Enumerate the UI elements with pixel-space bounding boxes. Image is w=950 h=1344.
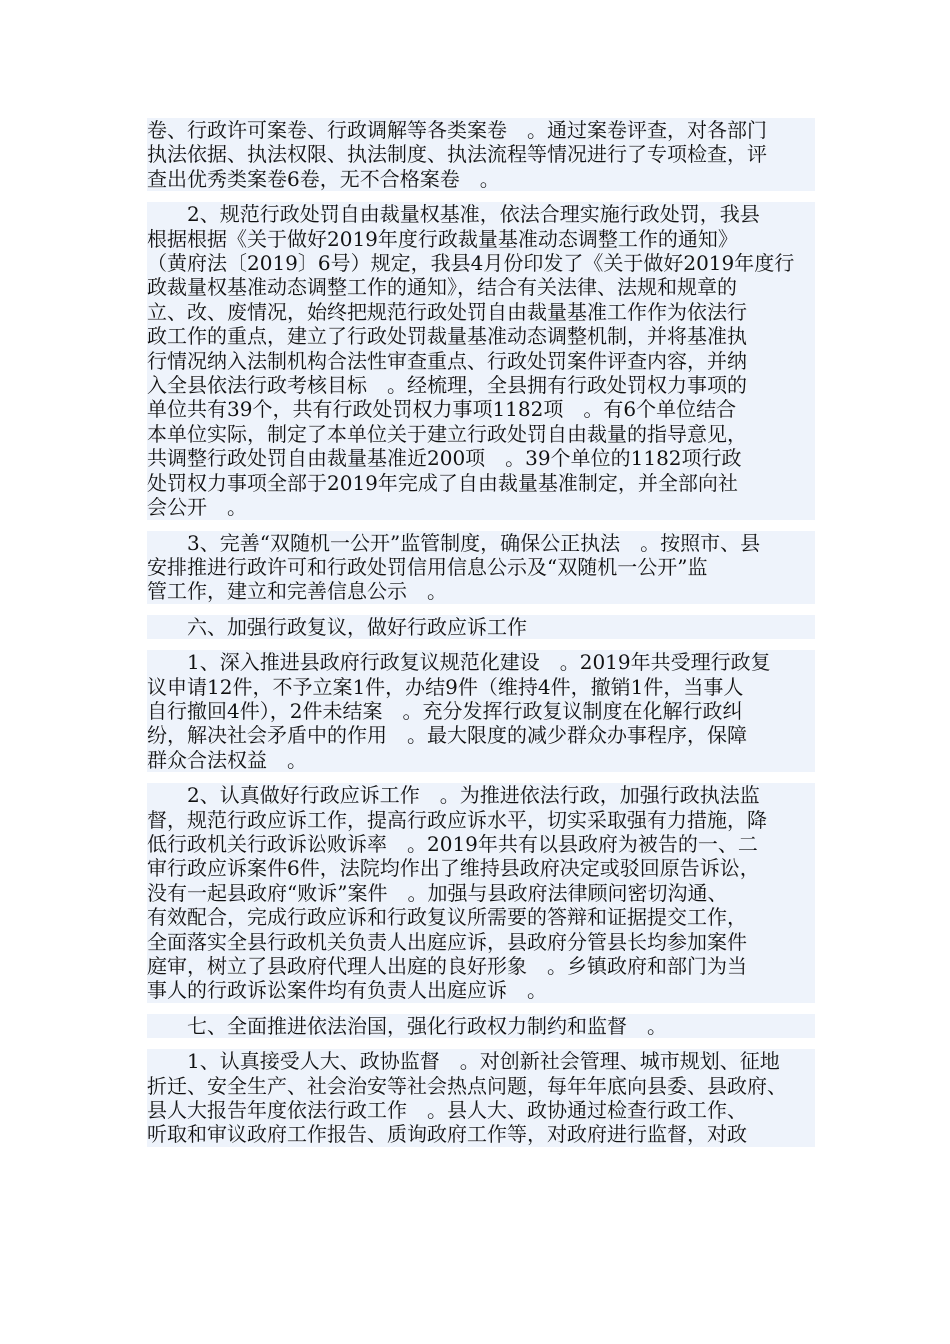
text-line: 有效配合，完成行政应诉和行政复议所需要的答辩和证据提交工作，	[147, 905, 815, 929]
text-line: 根据根据《关于做好2019年度行政裁量基准动态调整工作的通知》	[147, 227, 815, 251]
text-line: 管工作，建立和完善信息公示 。	[147, 579, 815, 603]
text-line: 政工作的重点，建立了行政处罚裁量基准动态调整机制，并将基准执	[147, 324, 815, 348]
text-line: 审行政应诉案件6件，法院均作出了维持县政府决定或驳回原告诉讼，	[147, 856, 815, 880]
text-line: 庭审，树立了县政府代理人出庭的良好形象 。乡镇政府和部门为当	[147, 954, 815, 978]
text-line: 低行政机关行政诉讼败诉率 。2019年共有以县政府为被告的一、二	[147, 832, 815, 856]
text-line: 1、深入推进县政府行政复议规范化建设 。2019年共受理行政复	[147, 650, 815, 674]
text-line: 没有一起县政府“败诉”案件 。加强与县政府法律顾问密切沟通、	[147, 881, 815, 905]
text-line: 处罚权力事项全部于2019年完成了自由裁量基准制定，并全部向社	[147, 471, 815, 495]
paragraph-litigation	[147, 783, 815, 1003]
text-line: 1、认真接受人大、政协监督 。对创新社会管理、城市规划、征地	[147, 1049, 815, 1073]
text-line: 立、改、废情况，始终把规范行政处罚自由裁量基准工作作为依法行	[147, 300, 815, 324]
text-line: 政裁量权基准动态调整工作的通知》，结合有关法律、法规和规章的	[147, 275, 815, 299]
paragraph-supervision	[147, 1049, 815, 1147]
paragraph-double-random	[147, 531, 815, 604]
text-line: 查出优秀类案卷6卷，无不合格案卷 。	[147, 167, 815, 191]
text-line: 全面落实全县行政机关负责人出庭应诉，县政府分管县长均参加案件	[147, 930, 815, 954]
heading-line: 七、全面推进依法治国，强化行政权力制约和监督 。	[147, 1014, 815, 1038]
text-line: 单位共有39个，共有行政处罚权力事项1182项 。有6个单位结合	[147, 397, 815, 421]
section-heading-seven	[147, 1014, 815, 1038]
heading-line: 六、加强行政复议，做好行政应诉工作	[147, 615, 815, 639]
text-line: 2、认真做好行政应诉工作 。为推进依法行政，加强行政执法监	[147, 783, 815, 807]
text-line: 行情况纳入法制机构合法性审查重点、行政处罚案件评查内容，并纳	[147, 349, 815, 373]
text-line: 安排推进行政许可和行政处罚信用信息公示及“双随机一公开”监	[147, 555, 815, 579]
text-line: 会公开 。	[147, 495, 815, 519]
text-line: 群众合法权益 。	[147, 748, 815, 772]
paragraph-admin-review	[147, 650, 815, 772]
text-line: 督，规范行政应诉工作，提高行政应诉水平，切实采取强有力措施，降	[147, 808, 815, 832]
text-line: 2、规范行政处罚自由裁量权基准，依法合理实施行政处罚，我县	[147, 202, 815, 226]
text-line: 县人大报告年度依法行政工作 。县人大、政协通过检查行政工作、	[147, 1098, 815, 1122]
text-line: 听取和审议政府工作报告、质询政府工作等，对政府进行监督，对政	[147, 1122, 815, 1146]
text-line: 议申请12件，不予立案1件，办结9件（维持4件，撤销1件，当事人	[147, 675, 815, 699]
text-line: 共调整行政处罚自由裁量基准近200项 。39个单位的1182项行政	[147, 446, 815, 470]
text-line: 折迁、安全生产、社会治安等社会热点问题，每年年底向县委、县政府、	[147, 1074, 815, 1098]
text-line: 纷，解决社会矛盾中的作用 。最大限度的减少群众办事程序，保障	[147, 723, 815, 747]
paragraph-case-review	[147, 118, 815, 191]
text-line: 执法依据、执法权限、执法制度、执法流程等情况进行了专项检查，评	[147, 142, 815, 166]
section-heading-six	[147, 615, 815, 639]
text-line: 自行撤回4件），2件未结案 。充分发挥行政复议制度在化解行政纠	[147, 699, 815, 723]
text-line: 本单位实际，制定了本单位关于建立行政处罚自由裁量的指导意见，	[147, 422, 815, 446]
text-line: 事人的行政诉讼案件均有负责人出庭应诉 。	[147, 978, 815, 1002]
paragraph-discretion-standard	[147, 202, 815, 519]
text-line: （黄府法〔2019〕6号）规定，我县4月份印发了《关于做好2019年度行	[147, 251, 815, 275]
text-line: 卷、行政许可案卷、行政调解等各类案卷 。通过案卷评查，对各部门	[147, 118, 815, 142]
document-body	[147, 118, 815, 1158]
text-line: 3、完善“双随机一公开”监管制度，确保公正执法 。按照市、县	[147, 531, 815, 555]
text-line: 入全县依法行政考核目标 。经梳理，全县拥有行政处罚权力事项的	[147, 373, 815, 397]
